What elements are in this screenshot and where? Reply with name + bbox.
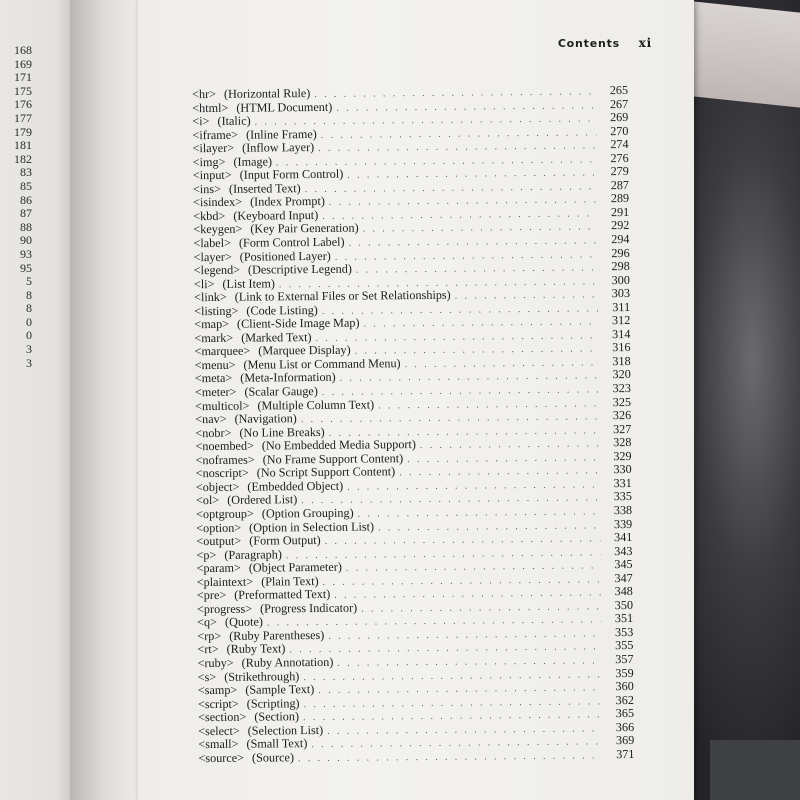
toc-entry-description: (Option in Selection List)	[249, 518, 375, 535]
left-page-number: 3	[26, 342, 32, 357]
toc-entry-page: 323	[612, 381, 631, 396]
toc-entry-tag: <i>	[192, 114, 210, 129]
toc-entry-page: 353	[614, 624, 634, 640]
left-page-number: 177	[14, 110, 32, 125]
toc-entry-tag: <li>	[193, 276, 215, 291]
header-title: Contents	[557, 37, 621, 50]
toc-entry-tag: <samp>	[197, 682, 238, 698]
toc-entry-page: 351	[614, 611, 634, 626]
toc-entry-page: 265	[609, 83, 629, 98]
toc-entry-page: 292	[611, 218, 630, 233]
toc-entry-description: (Index Prompt)	[250, 194, 325, 210]
toc-entry-description: (Meta-Information)	[240, 370, 336, 386]
toc-list	[192, 84, 634, 765]
toc-entry-tag: <nobr>	[195, 425, 232, 440]
toc-entry-tag: <keygen>	[193, 222, 243, 237]
toc-entry-tag: <meta>	[194, 371, 233, 386]
toc-entry-page: 335	[613, 489, 633, 504]
left-page-number: 5	[26, 274, 32, 289]
toc-leader-dots	[298, 749, 603, 765]
toc-entry-description: (No Script Support Content)	[256, 464, 396, 480]
toc-leader-dots	[455, 289, 598, 304]
toc-entry-description: (Selection List)	[247, 722, 324, 738]
toc-entry-page: 330	[613, 462, 632, 477]
toc-entry-page: 270	[610, 123, 629, 138]
toc-entry-page: 355	[615, 638, 634, 653]
toc-entry-tag: <input>	[192, 168, 232, 183]
left-page-number: 175	[14, 83, 32, 98]
left-page-number: 83	[20, 165, 32, 180]
toc-entry-description: (Multiple Column Text)	[257, 397, 375, 413]
toc-entry-tag: <option>	[196, 520, 242, 535]
toc-entry-page: 320	[612, 367, 631, 382]
toc-entry-description: (Plain Text)	[261, 573, 319, 589]
toc-entry-page: 298	[611, 259, 630, 274]
toc-entry-tag: <select>	[198, 723, 240, 738]
toc-entry-page: 371	[616, 746, 635, 761]
toc-entry-tag: <listing>	[194, 303, 239, 318]
toc-entry-description: (Marked Text)	[241, 329, 312, 345]
toc-entry-page: 326	[612, 408, 632, 423]
background-book-cover	[710, 740, 800, 800]
toc-entry-page: 331	[613, 475, 632, 491]
toc-entry-description: (No Embedded Media Support)	[261, 437, 416, 453]
toc-entry-tag: <ilayer>	[192, 140, 235, 156]
toc-entry-description: (Strikethrough)	[224, 668, 300, 684]
toc-entry-page: 279	[610, 164, 629, 179]
toc-entry-tag: <ins>	[192, 181, 222, 197]
header-page-number: xi	[638, 36, 652, 50]
toc-entry-page: 365	[615, 706, 635, 721]
toc-entry-tag: <ol>	[195, 493, 220, 508]
toc-entry-description: (Section)	[254, 709, 300, 724]
toc-entry-page: 329	[613, 448, 632, 463]
toc-entry-tag: <isindex>	[193, 195, 243, 210]
toc-entry-description: (Ruby Parentheses)	[229, 627, 325, 643]
toc-entry-description: (Ruby Annotation)	[241, 654, 334, 670]
running-header	[558, 36, 652, 50]
toc-entry-description: (Embedded Object)	[247, 478, 344, 494]
toc-entry-tag: <kbd>	[193, 208, 226, 224]
toc-entry-page: 357	[615, 651, 634, 667]
toc-entry-page: 289	[610, 191, 630, 206]
toc-entry-description: (Inline Frame)	[245, 126, 317, 142]
toc-entry-tag: <output>	[196, 533, 242, 549]
toc-entry-description: (Menu List or Command Menu)	[243, 356, 401, 372]
toc-entry-page: 303	[611, 286, 631, 301]
toc-entry-description: (Key Pair Generation)	[250, 221, 359, 237]
toc-entry-description: (No Line Breaks)	[239, 424, 325, 440]
toc-entry-page: 274	[610, 137, 629, 152]
toc-entry-tag: <nav>	[195, 411, 227, 427]
book-gutter	[70, 0, 140, 800]
toc-entry-tag: <link>	[193, 290, 227, 305]
left-page	[0, 0, 70, 800]
toc-entry-page: 338	[613, 502, 633, 518]
toc-entry-tag: <meter>	[194, 384, 237, 400]
toc-entry-tag: <plaintext>	[196, 574, 254, 589]
left-page-number: 168	[14, 43, 32, 57]
toc-entry-page: 294	[611, 232, 630, 247]
contents-page	[138, 0, 694, 800]
toc-entry-tag: <object>	[195, 479, 240, 495]
left-page-number: 8	[26, 301, 32, 316]
toc-entry-page: 291	[610, 204, 630, 220]
toc-entry-page: 316	[612, 340, 631, 355]
toc-entry-description: (Form Output)	[249, 533, 321, 548]
toc-entry-tag: <script>	[197, 696, 239, 711]
toc-entry-page: 350	[614, 597, 634, 612]
toc-entry-tag: <hr>	[192, 86, 217, 102]
toc-entry-description: (No Frame Support Content)	[262, 450, 404, 467]
toc-entry-description: (HTML Document)	[236, 99, 333, 115]
toc-entry-page: 369	[615, 733, 635, 748]
toc-entry-tag: <mark>	[194, 330, 234, 346]
toc-entry-tag: <param>	[196, 560, 241, 576]
left-page-number: 8	[26, 287, 32, 302]
toc-entry-tag: <p>	[196, 547, 217, 562]
toc-entry-tag: <marquee>	[194, 344, 251, 359]
toc-entry-tag: <map>	[194, 317, 230, 332]
toc-entry-tag: <layer>	[193, 249, 232, 264]
toc-entry-page: 269	[609, 110, 629, 125]
toc-entry-page: 341	[614, 530, 633, 545]
toc-entry-description: (Preformatted Text)	[234, 587, 331, 603]
toc-entry-description: (Form Control Label)	[238, 234, 345, 250]
toc-entry-tag: <ruby>	[197, 655, 234, 671]
toc-entry	[198, 748, 634, 766]
left-page-number: 95	[20, 260, 32, 275]
toc-entry-page: 328	[613, 435, 632, 450]
toc-entry-tag: <rt>	[197, 642, 219, 657]
toc-entry-page: 311	[612, 299, 631, 314]
toc-entry-page: 366	[615, 719, 635, 734]
toc-entry-description: (Source)	[251, 750, 295, 765]
left-page-number: 85	[20, 178, 32, 193]
toc-entry-tag: <menu>	[194, 357, 236, 373]
left-page-number: 169	[14, 56, 32, 71]
toc-entry-tag: <q>	[197, 615, 218, 630]
toc-entry-description: (Descriptive Legend)	[247, 261, 352, 277]
toc-entry-page: 345	[614, 557, 633, 572]
toc-entry-page: 360	[615, 679, 634, 694]
left-page-number: 0	[26, 328, 32, 343]
toc-entry-tag: <img>	[192, 154, 226, 169]
toc-entry-page: 276	[610, 150, 629, 165]
toc-entry-description: (Horizontal Rule)	[223, 86, 311, 101]
toc-entry-tag: <iframe>	[192, 127, 239, 142]
toc-entry-description: (Quote)	[224, 614, 263, 630]
toc-entry-description: (Italic)	[217, 113, 251, 129]
toc-entry-description: (Image)	[233, 154, 273, 169]
left-page-number: 86	[20, 192, 32, 207]
toc-entry-page: 327	[612, 421, 632, 436]
toc-entry-page: 343	[614, 543, 633, 558]
toc-entry-page: 287	[610, 177, 630, 192]
toc-entry-description: (Code Listing)	[246, 302, 318, 318]
toc-entry-tag: <noembed>	[195, 438, 254, 454]
toc-entry-description: (Scripting)	[246, 695, 300, 711]
toc-entry-tag: <rp>	[197, 628, 222, 644]
left-page-number: 93	[20, 246, 32, 261]
left-page-number: 176	[14, 97, 32, 112]
toc-entry-description: (Input Form Control)	[239, 167, 344, 183]
toc-entry-description: (Sample Text)	[245, 682, 315, 697]
left-page-numbers	[2, 44, 32, 370]
toc-entry-page: 296	[611, 245, 630, 260]
toc-entry-page: 339	[613, 516, 633, 531]
toc-entry-tag: <html>	[192, 100, 229, 115]
toc-entry-description: (Keyboard Input)	[233, 207, 319, 223]
toc-entry-tag: <optgroup>	[196, 506, 254, 522]
toc-entry-page: 325	[612, 394, 632, 409]
toc-entry-description: (Marquee Display)	[258, 343, 351, 358]
toc-entry-description: (Option Grouping)	[261, 505, 354, 521]
toc-entry-page: 318	[612, 353, 631, 369]
toc-entry-page: 348	[614, 584, 633, 599]
left-page-number: 181	[14, 138, 32, 153]
toc-entry-description: (Inflow Layer)	[242, 140, 315, 155]
toc-entry-page: 347	[614, 570, 633, 585]
toc-entry-tag: <multicol>	[195, 398, 250, 413]
left-page-number: 88	[20, 219, 32, 234]
toc-entry-tag: <section>	[197, 709, 247, 725]
left-page-number: 87	[20, 206, 32, 221]
toc-entry-description: (List Item)	[222, 276, 275, 291]
toc-entry-description: (Inserted Text)	[228, 180, 301, 196]
toc-entry-tag: <noframes>	[195, 452, 255, 467]
left-page-number: 0	[26, 314, 32, 329]
toc-entry-description: (Client-Side Image Map)	[236, 315, 360, 332]
toc-entry-description: (Link to External Files or Set Relationships)	[234, 287, 451, 304]
toc-entry-page: 300	[611, 272, 630, 287]
toc-entry-description: (Ruby Text)	[226, 641, 286, 657]
left-page-number: 3	[26, 355, 32, 370]
toc-entry-page: 312	[611, 313, 631, 328]
toc-entry-tag: <small>	[198, 737, 239, 752]
toc-entry-description: (Ordered List)	[227, 492, 298, 508]
toc-entry-description: (Navigation)	[234, 411, 297, 426]
toc-entry-tag: <pre>	[196, 588, 227, 603]
toc-entry-page: 362	[615, 692, 634, 707]
toc-entry-description: (Progress Indicator)	[259, 600, 358, 616]
left-page-number: 171	[14, 70, 32, 85]
left-page-number: 182	[14, 151, 32, 166]
toc-entry-tag: <label>	[193, 235, 232, 251]
left-page-number: 90	[20, 233, 32, 248]
toc-entry-page: 359	[615, 665, 634, 680]
toc-entry-description: (Scalar Gauge)	[244, 384, 318, 399]
toc-entry-description: (Paragraph)	[224, 546, 282, 562]
toc-entry-description: (Object Parameter)	[248, 559, 342, 575]
toc-entry-description: (Small Text)	[246, 736, 308, 751]
toc-entry-tag: <noscript>	[195, 465, 249, 481]
toc-entry-description: (Positioned Layer)	[239, 248, 331, 264]
toc-entry-tag: <progress>	[196, 601, 253, 616]
left-page-number: 179	[14, 124, 32, 139]
toc-entry-page: 267	[609, 96, 629, 111]
toc-entry-tag: <s>	[197, 669, 217, 684]
toc-entry-tag: <legend>	[193, 262, 241, 278]
background-paper	[680, 0, 800, 108]
toc-entry-tag: <source>	[198, 750, 245, 765]
toc-entry-page: 314	[612, 326, 631, 342]
